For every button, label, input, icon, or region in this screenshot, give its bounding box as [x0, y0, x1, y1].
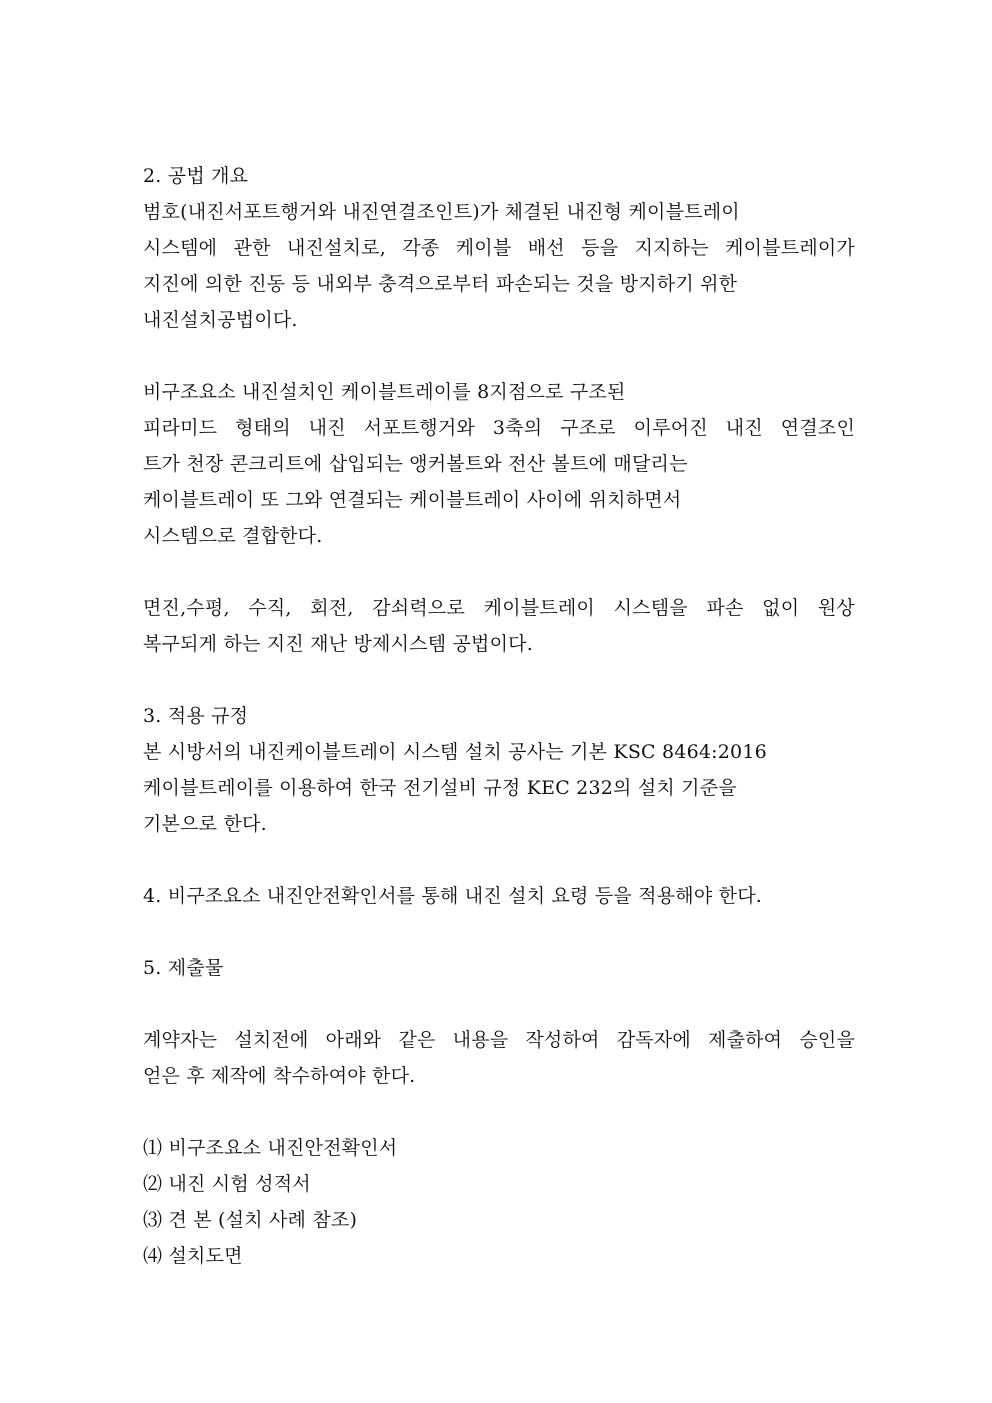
section-2-para1-line: 지진에 의한 진동 등 내외부 충격으로부터 파손되는 것을 방지하기 위한 — [143, 273, 738, 295]
section-5-line: 계약자는 설치전에 아래와 같은 내용을 작성하여 감독자에 제출하여 승인을 — [143, 1029, 855, 1051]
section-2-para2-line: 비구조요소 내진설치인 케이블트레이를 8지점으로 구조된 — [143, 381, 626, 403]
submission-list-item: ⑴ 비구조요소 내진안전확인서 — [143, 1137, 398, 1159]
section-2-para1-line: 범호(내진서포트행거와 내진연결조인트)가 체결된 내진형 케이블트레이 — [143, 201, 740, 223]
section-2-heading: 2. 공법 개요 — [143, 165, 249, 187]
section-2-para2-line: 피라미드 형태의 내진 서포트행거와 3축의 구조로 이루어진 내진 연결조인 — [143, 417, 855, 439]
submission-list-item: ⑷ 설치도면 — [143, 1245, 243, 1267]
paragraph-spacer — [143, 986, 855, 1022]
document-page — [143, 158, 855, 1274]
paragraph-spacer — [143, 554, 855, 590]
section-2-para2-line: 시스템으로 결합한다. — [143, 525, 323, 547]
section-3-line: 기본으로 한다. — [143, 813, 267, 835]
section-3-line: 본 시방서의 내진케이블트레이 시스템 설치 공사는 기본 KSC 8464:2016 — [143, 741, 767, 763]
section-2-para3-line: 면진,수평, 수직, 회전, 감쇠력으로 케이블트레이 시스템을 파손 없이 원상 — [143, 597, 855, 619]
section-2-para1-line: 시스템에 관한 내진설치로, 각종 케이블 배선 등을 지지하는 케이블트레이가 — [143, 237, 855, 259]
paragraph-spacer — [143, 338, 855, 374]
section-2-para1-line: 내진설치공법이다. — [143, 309, 298, 331]
paragraph-spacer — [143, 842, 855, 878]
submission-list-item: ⑵ 내진 시험 성적서 — [143, 1173, 311, 1195]
paragraph-spacer — [143, 662, 855, 698]
section-3-heading: 3. 적용 규정 — [143, 705, 249, 727]
section-2-para2-line: 트가 천장 콘크리트에 삽입되는 앵커볼트와 전산 볼트에 매달리는 — [143, 453, 688, 475]
section-3-line: 케이블트레이를 이용하여 한국 전기설비 규정 KEC 232의 설치 기준을 — [143, 777, 737, 799]
section-5-line: 얻은 후 제작에 착수하여야 한다. — [143, 1065, 416, 1087]
section-4-heading: 4. 비구조요소 내진안전확인서를 통해 내진 설치 요령 등을 적용해야 한다. — [143, 885, 762, 907]
paragraph-spacer — [143, 1094, 855, 1130]
section-2-para3-line: 복구되게 하는 지진 재난 방제시스템 공법이다. — [143, 633, 533, 655]
section-5-heading: 5. 제출물 — [143, 957, 224, 979]
paragraph-spacer — [143, 914, 855, 950]
submission-list-item: ⑶ 견 본 (설치 사례 참조) — [143, 1209, 358, 1231]
section-2-para2-line: 케이블트레이 또 그와 연결되는 케이블트레이 사이에 위치하면서 — [143, 489, 682, 511]
